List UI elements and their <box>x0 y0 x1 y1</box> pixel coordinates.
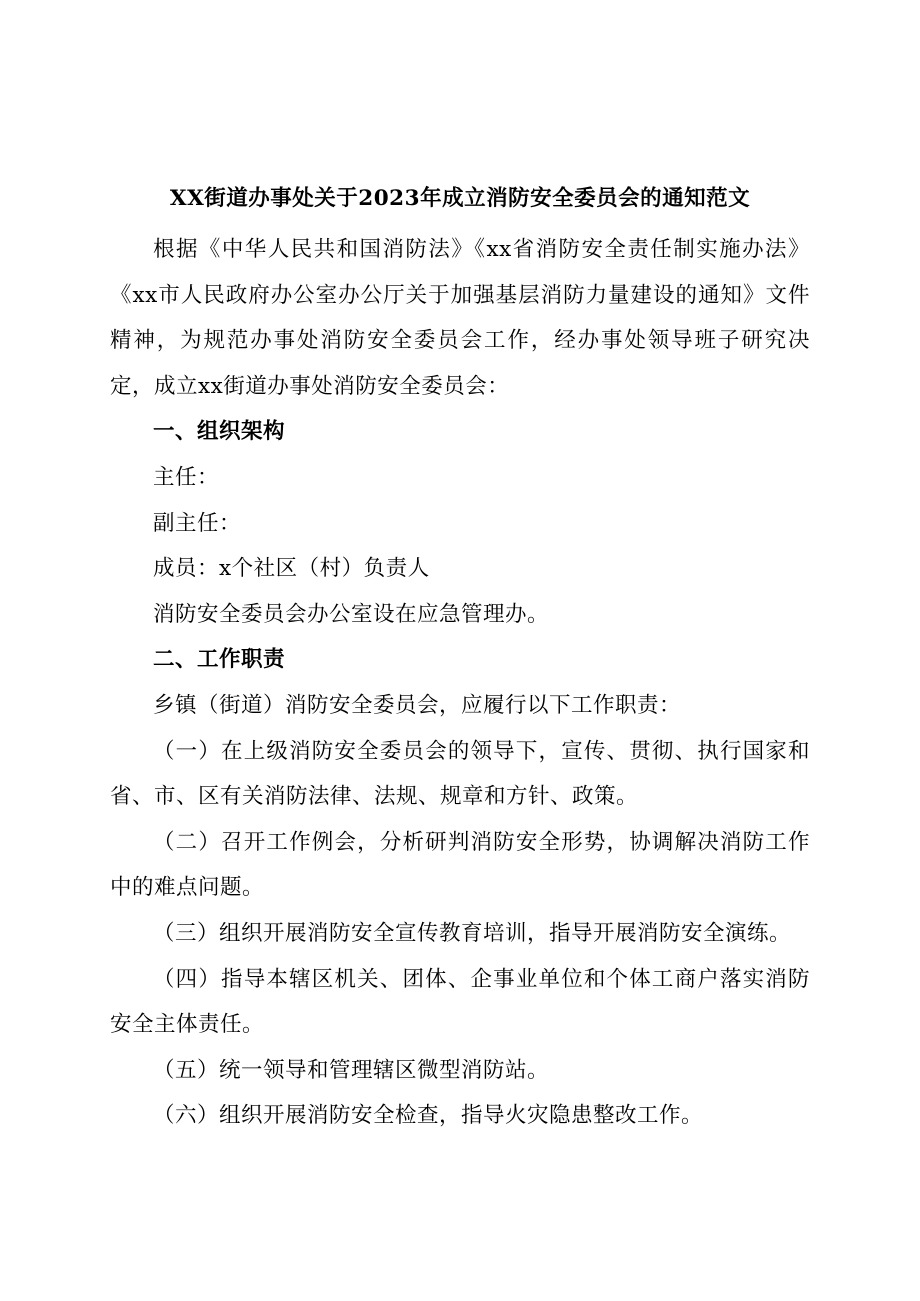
duty-item: （二）召开工作例会，分析研判消防安全形势，协调解决消防工作中的难点问题。 <box>110 829 810 901</box>
section-heading-duties: 二、工作职责 <box>153 647 286 673</box>
document-title: XX街道办事处关于2023年成立消防安全委员会的通知范文 <box>169 186 751 211</box>
duty-item: （五）统一领导和管理辖区微型消防站。 <box>153 1057 550 1083</box>
duty-item: （一）在上级消防安全委员会的领导下，宣传、贯彻、执行国家和省、市、区有关消防法律、法规、规章和方针、政策。 <box>110 738 810 810</box>
section-heading-organization: 一、组织架构 <box>153 419 286 445</box>
document-body <box>110 227 810 1139</box>
intro-paragraph: 根据《中华人民共和国消防法》《xx省消防安全责任制实施办法》《xx市人民政府办公室办公厅关于加强基层消防力量建设的通知》文件精神，为规范办事处消防安全委员会工作，经办事处领导班子研究决定，成立xx街道办事处消防安全委员会： <box>110 237 810 399</box>
director-line: 主任： <box>153 464 220 490</box>
duty-item: （六）组织开展消防安全检查，指导火灾隐患整改工作。 <box>153 1103 704 1129</box>
office-line: 消防安全委员会办公室设在应急管理办。 <box>153 601 550 627</box>
duties-intro: 乡镇（街道）消防安全委员会，应履行以下工作职责： <box>153 692 682 718</box>
duty-item: （三）组织开展消防安全宣传教育培训，指导开展消防安全演练。 <box>153 920 792 946</box>
deputy-director-line: 副主任： <box>153 510 242 536</box>
members-line: 成员：x个社区（村）负责人 <box>153 556 430 582</box>
duty-item: （四）指导本辖区机关、团体、企事业单位和个体工商户落实消防安全主体责任。 <box>110 966 810 1038</box>
